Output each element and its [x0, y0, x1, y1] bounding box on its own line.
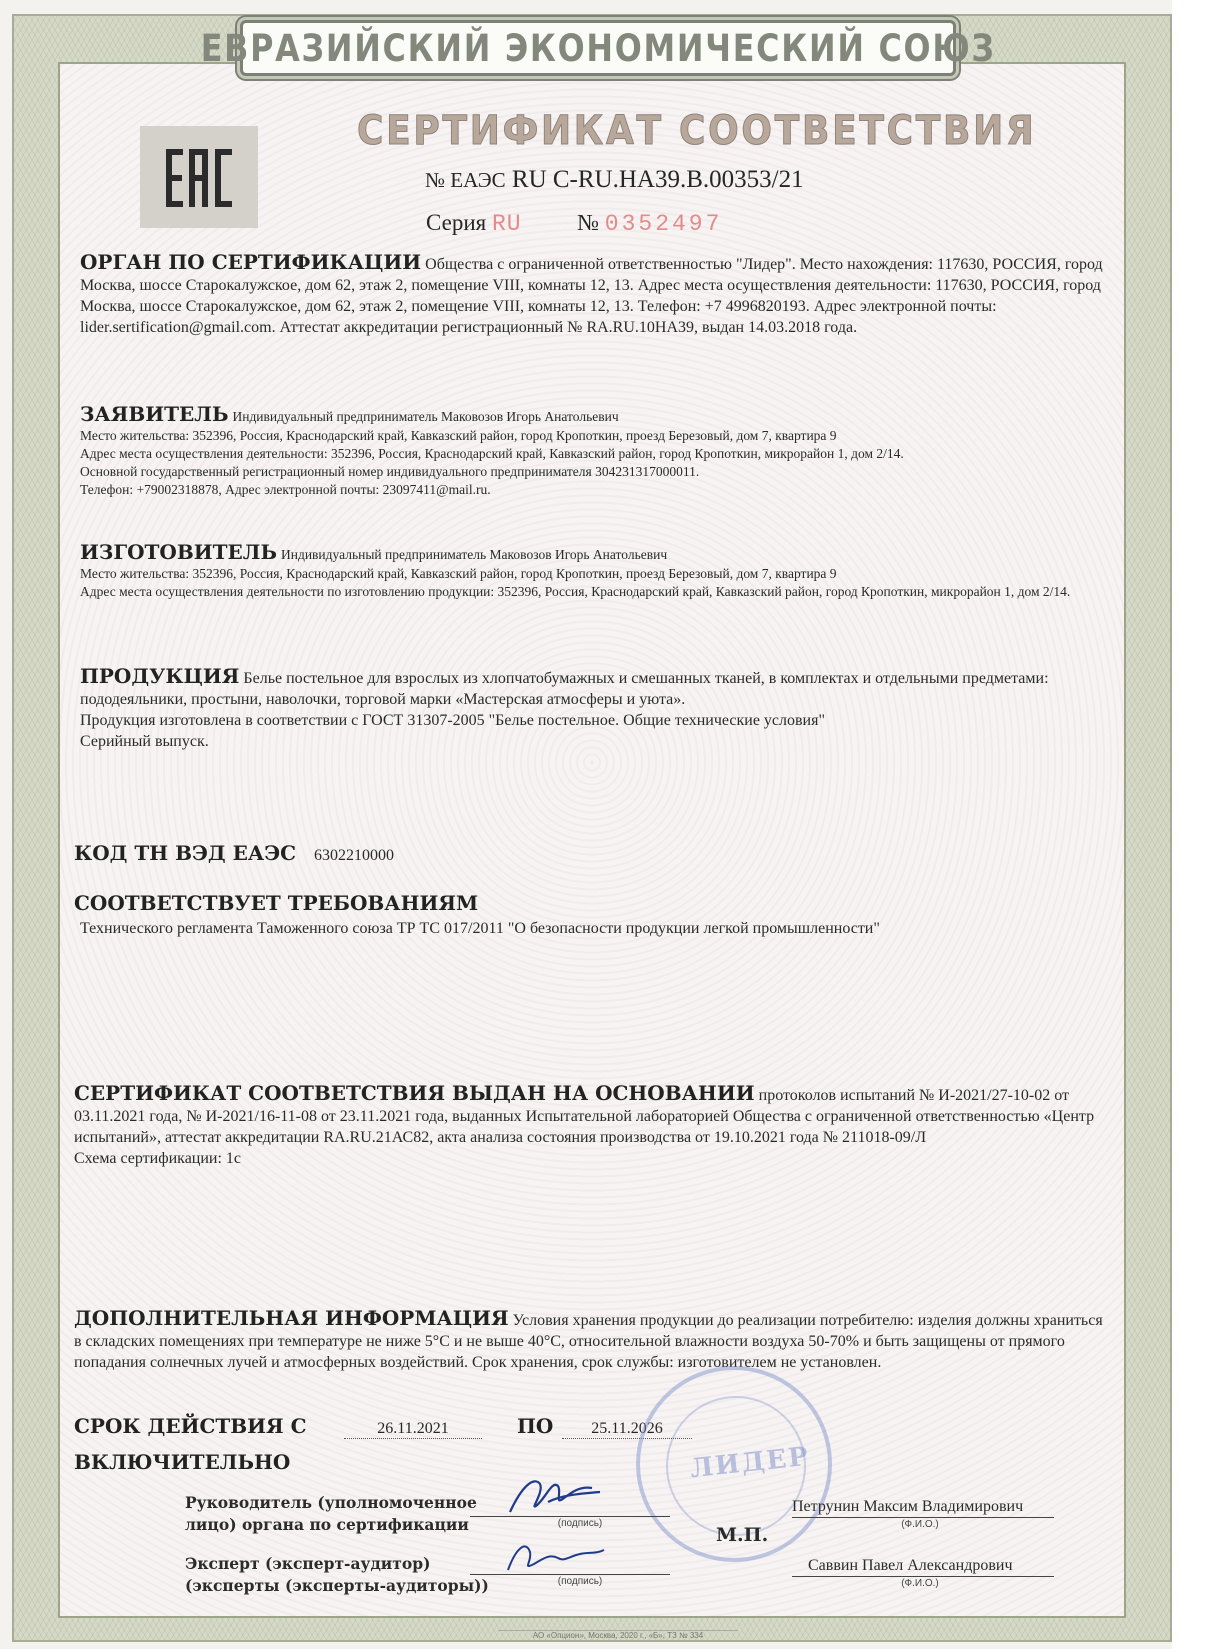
expert-signature-line: [470, 1574, 670, 1575]
additional-info-section: [74, 1308, 1104, 1373]
product-text: Белье постельное для взрослых из хлопчатобумажных и смешанных тканей, в комплектах и отдельными предметами: пододеяльники, простыни, наволочки, торговой марки «Мастерская атмосферы и уюта».: [80, 670, 1049, 708]
head-name-line: [792, 1517, 1054, 1518]
validity-from-date: 26.11.2021: [344, 1420, 482, 1439]
certification-body-text: Общества с ограниченной ответственностью "Лидер". Место нахождения: 117630, РОССИЯ, город Москва, шоссе Старокалужское, дом 62, этаж 2, помещение VIII, комнаты 12, 13. Адрес места осуществления деятельности: 117630, РОССИЯ, город Москва, шоссе Старокалужское, дом 62, этаж 2, помещение VIII, комнаты 12, 13. Телефон: +7 4996820193. Адрес электронной почты: lider.sertification@gmail.com. Аттестат аккредитации регистрационный № RA.RU.10НА39, выдан 14.03.2018 года.: [80, 256, 1103, 336]
head-fio-caption: (Ф.И.О.): [901, 1519, 939, 1530]
hs-code-section: [74, 843, 1104, 866]
expert-signatory-label: [185, 1553, 489, 1597]
head-label-line-2: лицо) органа по сертификации: [185, 1515, 469, 1534]
eac-mark-icon: [164, 141, 234, 213]
validity-to-label: ПО: [517, 1414, 554, 1438]
expert-name-line: [792, 1576, 1054, 1577]
scan-margin: [1172, 0, 1206, 1649]
seal-stamp-text: ЛИДЕР: [688, 1441, 812, 1485]
manufacturer-name: Индивидуальный предприниматель Маковозов Игорь Анатольевич: [280, 547, 668, 562]
basis-heading: СЕРТИФИКАТ СООТВЕТСТВИЯ ВЫДАН НА ОСНОВАНИИ: [74, 1081, 755, 1105]
head-signature: [500, 1466, 620, 1522]
union-banner: [200, 20, 996, 76]
applicant-ogrn: Основной государственный регистрационный номер индивидуального предпринимателя 304231317000011.: [80, 464, 700, 479]
product-release: Серийный выпуск.: [80, 733, 209, 750]
additional-info-heading: ДОПОЛНИТЕЛЬНАЯ ИНФОРМАЦИЯ: [74, 1306, 509, 1330]
certificate-title: СЕРТИФИКАТ СООТВЕТСТВИЯ: [357, 108, 1037, 154]
basis-text: протоколов испытаний № И-2021/27-10-02 от 03.11.2021 года, № И-2021/16-11-08 от 23.11.2021 года, выданных Испытательной лабораторией Общества с ограниченной ответственностью «Центр испытаний», аттестат аккредитации RA.RU.21АС82, акта анализа состояния производства от 19.10.2021 года № 211018-09/Л: [74, 1087, 1095, 1146]
validity-inclusive-label: ВКЛЮЧИТЕЛЬНО: [74, 1450, 291, 1474]
validity-to-date: 25.11.2026: [562, 1420, 692, 1439]
number-value: RU C-RU.НА39.В.00353/21: [511, 166, 804, 193]
applicant-residence: Место жительства: 352396, Россия, Краснодарский край, Кавказский район, город Кропоткин, проезд Березовый, дом 7, квартира 9: [80, 428, 837, 443]
applicant-activity-address: Адрес места осуществления деятельности: 352396, Россия, Краснодарский край, Кавказский район, город Кропоткин, микрорайон 1, дом 2/14.: [80, 446, 904, 461]
product-heading: ПРОДУКЦИЯ: [80, 664, 240, 688]
manufacturer-residence: Место жительства: 352396, Россия, Краснодарский край, Кавказский район, город Кропоткин, проезд Березовый, дом 7, квартира 9: [80, 566, 837, 581]
applicant-heading: ЗАЯВИТЕЛЬ: [80, 402, 229, 426]
manufacturer-heading: ИЗГОТОВИТЕЛЬ: [80, 540, 277, 564]
number-prefix: № ЕАЭС: [425, 168, 506, 192]
series-label: Серия: [426, 210, 487, 235]
manufacturer-section: [80, 542, 1110, 601]
conformity-text: Технического регламента Таможенного союза ТР ТС 017/2011 "О безопасности продукции легкой промышленности": [80, 920, 880, 937]
series-value: RU: [491, 211, 522, 237]
applicant-contacts: Телефон: +79002318878, Адрес электронной почты: 23097411@mail.ru.: [80, 482, 491, 497]
product-section: [80, 666, 1110, 752]
expert-fio-caption: (Ф.И.О.): [901, 1578, 939, 1589]
blank-number-label: №: [577, 210, 600, 235]
head-signatory-label: [185, 1492, 477, 1536]
additional-info-text: Условия хранения продукции до реализации потребителю: изделия должны храниться в складских помещениях при температуре не ниже 5°С и не выше 40°С, относительной влажности воздуха 50-70% и быть защищены от прямого попадания солнечных лучей и атмосферных воздействий. Срок хранения, срок службы: изготовителем не установлен.: [74, 1312, 1103, 1371]
head-label-line-1: Руководитель (уполномоченное: [185, 1493, 477, 1512]
hs-code-value: 6302210000: [314, 847, 395, 864]
expert-label-line-1: Эксперт (эксперт-аудитор): [185, 1554, 431, 1573]
head-signature-caption: (подпись): [557, 1518, 603, 1529]
series-line: [426, 210, 722, 237]
certification-body-heading: ОРГАН ПО СЕРТИФИКАЦИИ: [80, 250, 422, 274]
basis-scheme: Схема сертификации: 1с: [74, 1150, 242, 1167]
expert-name: Саввин Павел Александрович: [808, 1557, 1013, 1574]
printer-imprint: АО «Опцион», Москва, 2020 г., «Б», ТЗ № 334: [498, 1630, 738, 1640]
head-signature-line: [470, 1516, 670, 1517]
conformity-heading: СООТВЕТСТВУЕТ ТРЕБОВАНИЯМ: [74, 891, 479, 915]
hs-code-heading: КОД ТН ВЭД ЕАЭС: [74, 841, 297, 865]
applicant-name: Индивидуальный предприниматель Маковозов Игорь Анатольевич: [232, 409, 619, 424]
head-name: Петрунин Максим Владимирович: [792, 1498, 1024, 1515]
union-banner-text: ЕВРАЗИЙСКИЙ ЭКОНОМИЧЕСКИЙ СОЮЗ: [200, 26, 996, 70]
conformity-section: [74, 893, 1104, 939]
applicant-section: [80, 404, 1110, 499]
expert-signature: [500, 1530, 620, 1580]
product-standard: Продукция изготовлена в соответствии с ГОСТ 31307-2005 "Белье постельное. Общие технические условия": [80, 712, 826, 729]
expert-signature-caption: (подпись): [557, 1576, 603, 1587]
expert-label-line-2: (эксперты (эксперты-аудиторы)): [185, 1576, 489, 1595]
blank-number: 0352497: [604, 211, 723, 237]
certification-body-section: [80, 252, 1110, 338]
stamp-place-label: М.П.: [716, 1524, 769, 1546]
certificate-number: [425, 166, 804, 194]
basis-section: [74, 1083, 1104, 1169]
validity-from-label: СРОК ДЕЙСТВИЯ С: [74, 1414, 307, 1438]
eac-logo: [140, 126, 258, 228]
manufacturer-production-address: Адрес места осуществления деятельности по изготовлению продукции: 352396, Россия, Краснодарский край, Кавказский район, город Кропоткин, микрорайон 1, дом 2/14.: [80, 584, 1071, 599]
